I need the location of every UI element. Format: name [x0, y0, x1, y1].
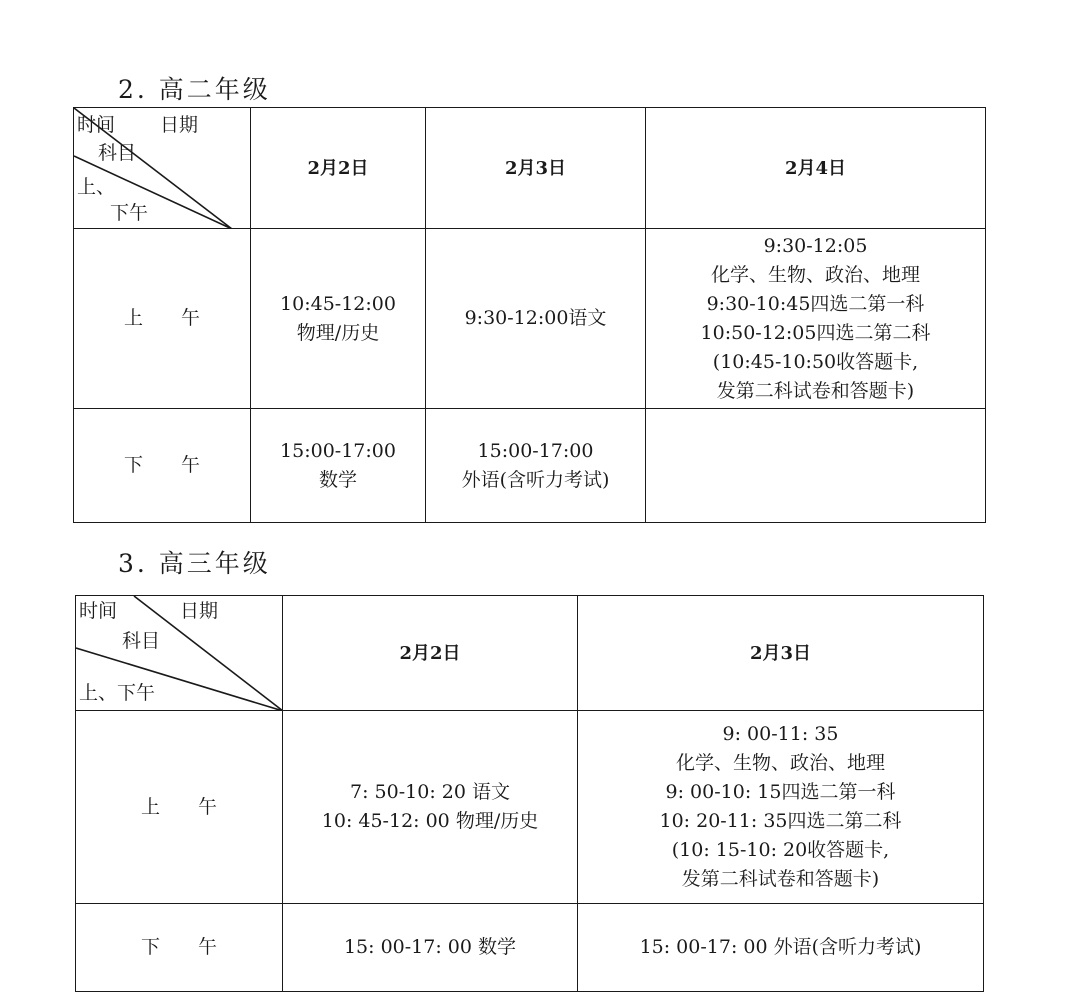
- corner-pm-label: 下午: [110, 202, 149, 224]
- corner-time-label: 时间: [79, 600, 118, 622]
- schedule-cell: 15:00-17:00 外语(含听力考试): [426, 409, 646, 523]
- date-header-cell: 2月3日: [578, 596, 984, 711]
- date-header-cell: 2月4日: [646, 108, 986, 229]
- schedule-table-grade3: [75, 595, 984, 992]
- corner-time-label: 时间: [77, 114, 116, 136]
- table-row-am: [76, 711, 984, 904]
- schedule-cell: 10:45-12:00 物理/历史: [251, 229, 426, 409]
- table-row-am: [74, 229, 986, 409]
- schedule-table-grade2: [73, 107, 986, 523]
- table-row-pm: [74, 409, 986, 523]
- schedule-cell: 15:00-17:00 数学: [251, 409, 426, 523]
- header-row: [76, 596, 984, 711]
- date-header-cell: 2月3日: [426, 108, 646, 229]
- row-label-pm: 下午: [76, 904, 283, 992]
- schedule-cell: 9:30-12:05 化学、生物、政治、地理 9:30-10:45四选二第一科 10:50-12:05四选二第二科 (10:45-10:50收答题卡, 发第二科试卷和答题卡): [646, 229, 986, 409]
- row-label-am: 上午: [74, 229, 251, 409]
- schedule-cell: 9:30-12:00语文: [426, 229, 646, 409]
- corner-subject-label: 科目: [122, 630, 161, 652]
- header-row: [74, 108, 986, 229]
- row-label-am: 上午: [76, 711, 283, 904]
- corner-header-cell: [74, 108, 251, 229]
- section-title-grade2: 2. 高二年级: [118, 75, 271, 104]
- date-header-cell: 2月2日: [251, 108, 426, 229]
- schedule-cell: 15: 00-17: 00 外语(含听力考试): [578, 904, 984, 992]
- corner-date-label: 日期: [160, 114, 199, 136]
- corner-date-label: 日期: [180, 600, 219, 622]
- table-row-pm: [76, 904, 984, 992]
- corner-ampm-label: 上、下午: [79, 682, 156, 704]
- schedule-cell: 9: 00-11: 35 化学、生物、政治、地理 9: 00-10: 15四选二第一科 10: 20-11: 35四选二第二科 (10: 15-10: 20收答题卡, 发第二科试卷和答题卡): [578, 711, 984, 904]
- date-header-cell: 2月2日: [283, 596, 578, 711]
- corner-header-cell: [76, 596, 283, 711]
- corner-am-label: 上、: [77, 176, 116, 198]
- row-label-pm: 下午: [74, 409, 251, 523]
- schedule-cell: 7: 50-10: 20 语文 10: 45-12: 00 物理/历史: [283, 711, 578, 904]
- schedule-cell-empty: [646, 409, 986, 523]
- schedule-cell: 15: 00-17: 00 数学: [283, 904, 578, 992]
- section-title-grade3: 3. 高三年级: [118, 549, 271, 578]
- corner-subject-label: 科目: [98, 142, 137, 164]
